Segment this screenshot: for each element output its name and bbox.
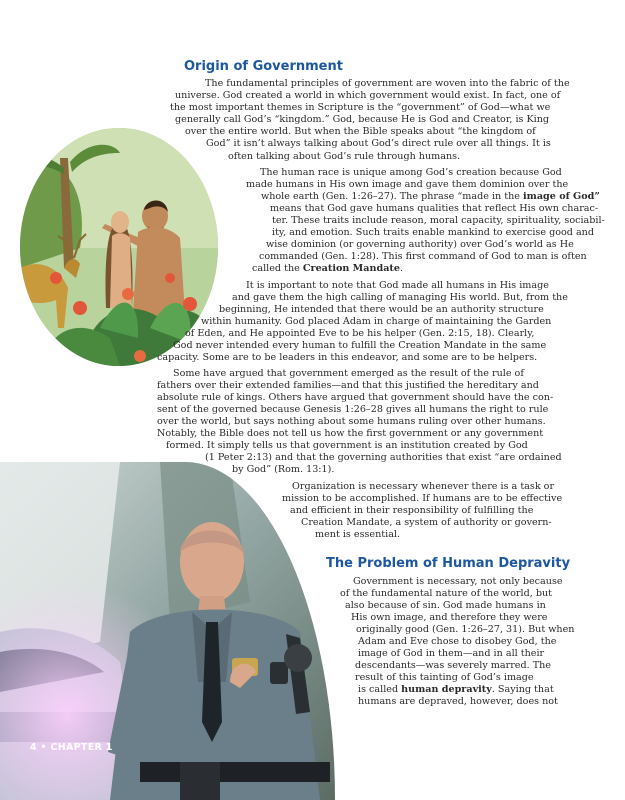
- text-line: God never intended every human to fulfill the Creation Mandate in the same: [173, 340, 547, 351]
- text-line: mission to be accomplished. If humans are to be effective: [282, 493, 563, 504]
- text-line: Notably, the Bible does not tell us how the first government or any government: [157, 428, 544, 439]
- text-line: ity, and emotion. Such traits enable mankind to exercise good and: [272, 227, 595, 238]
- text-line: also because of sin. God made humans in: [345, 600, 546, 611]
- text-line: God” it isn’t always talking about God’s direct rule over all things. It is: [206, 138, 551, 149]
- text-line: by God” (Rom. 13:1).: [232, 464, 335, 475]
- text-line: His own image, and therefore they were: [351, 612, 548, 623]
- key-term-image-of-god: image of God: [523, 191, 595, 202]
- text-line: ment is essential.: [315, 529, 401, 540]
- text-line: fathers over their extended families—and that this justified the hereditary and: [157, 380, 539, 391]
- text-line: whole earth (Gen. 1:26–27). The phrase “made in the image of God”: [261, 191, 600, 202]
- text-line: (1 Peter 2:13) and that the governing authorities that exist “are ordained: [205, 452, 562, 463]
- text-line: universe. God created a world in which government would exist. In fact, one of: [175, 90, 561, 101]
- text-line: Adam and Eve chose to disobey God, the: [358, 636, 557, 647]
- text-line: generally call God’s “kingdom.” God, because He is God and Creator, is King: [175, 114, 550, 125]
- text-line: formed. It simply tells us that government is an institution created by God: [166, 440, 528, 451]
- text-line: the most important themes in Scripture is the “government” of God—what we: [170, 102, 551, 113]
- text-line: of the fundamental nature of the world, but: [340, 588, 552, 599]
- text-line: over the entire world. But when the Bible speaks about “the kingdom of: [185, 126, 536, 137]
- text-line: Creation Mandate, a system of authority or govern-: [301, 517, 552, 528]
- text-line: made humans in His own image and gave them dominion over the: [246, 179, 569, 190]
- text-line: called the Creation Mandate.: [252, 263, 404, 274]
- text-line: means that God gave humans qualities that reflect His own charac-: [270, 203, 599, 214]
- text-line: It is important to note that God made all humans in His image: [246, 280, 549, 291]
- text-line: result of this tainting of God’s image: [355, 672, 534, 683]
- text-line: The fundamental principles of government are woven into the fabric of the: [205, 78, 570, 89]
- text-line: wise dominion (or governing authority) over God’s world as He: [266, 239, 574, 250]
- text-line: descendants—was severely marred. The: [355, 660, 551, 671]
- text-line: originally good (Gen. 1:26–27, 31). But when: [356, 624, 575, 635]
- text-line: of Eden, and He appointed Eve to be his helper (Gen. 2:15, 18). Clearly,: [185, 328, 535, 339]
- text-line: sent of the governed because Genesis 1:26–28 gives all humans the right to rule: [157, 404, 549, 415]
- key-term-creation-mandate: Creation Mandate: [302, 263, 400, 274]
- section-heading-problem-of-human-depravity: The Problem of Human Depravity: [326, 556, 571, 571]
- text-line: The human race is unique among God’s creation because God: [260, 167, 562, 178]
- text-line: beginning, He intended that there would be an authority structure: [219, 304, 544, 315]
- section-heading-origin-of-government: Origin of Government: [184, 59, 343, 74]
- text-line: Government is necessary, not only because: [353, 576, 563, 587]
- text-line: and efficient in their responsibility of fulfilling the: [290, 505, 534, 516]
- text-line: and gave them the high calling of managing His world. But, from the: [232, 292, 568, 303]
- text-line: within humanity. God placed Adam in charge of maintaining the Garden: [201, 316, 552, 327]
- text-line: over the world, but says nothing about some humans ruling over other humans.: [157, 416, 546, 427]
- text-line: Organization is necessary whenever there is a task or: [292, 481, 555, 492]
- text-line: is called human depravity. Saying that: [358, 684, 554, 695]
- text-line: commanded (Gen. 1:28). This first command of God to man is often: [259, 251, 587, 262]
- page-footer: 4 • CHAPTER 1: [30, 742, 113, 753]
- text-line: often talking about God’s rule through humans.: [228, 151, 461, 162]
- text-line: absolute rule of kings. Others have argued that government should have the con-: [157, 392, 554, 403]
- text-line: Some have argued that government emerged as the result of the rule of: [173, 368, 524, 379]
- text-line: ter. These traits include reason, moral capacity, spirituality, sociabil-: [272, 215, 605, 226]
- key-term-human-depravity: human depravity: [401, 684, 492, 695]
- text-line: humans are depraved, however, does not: [358, 696, 558, 707]
- text-line: image of God in them—and in all their: [358, 648, 545, 659]
- text-line: capacity. Some are to be leaders in this endeavor, and some are to be helpers.: [157, 352, 538, 363]
